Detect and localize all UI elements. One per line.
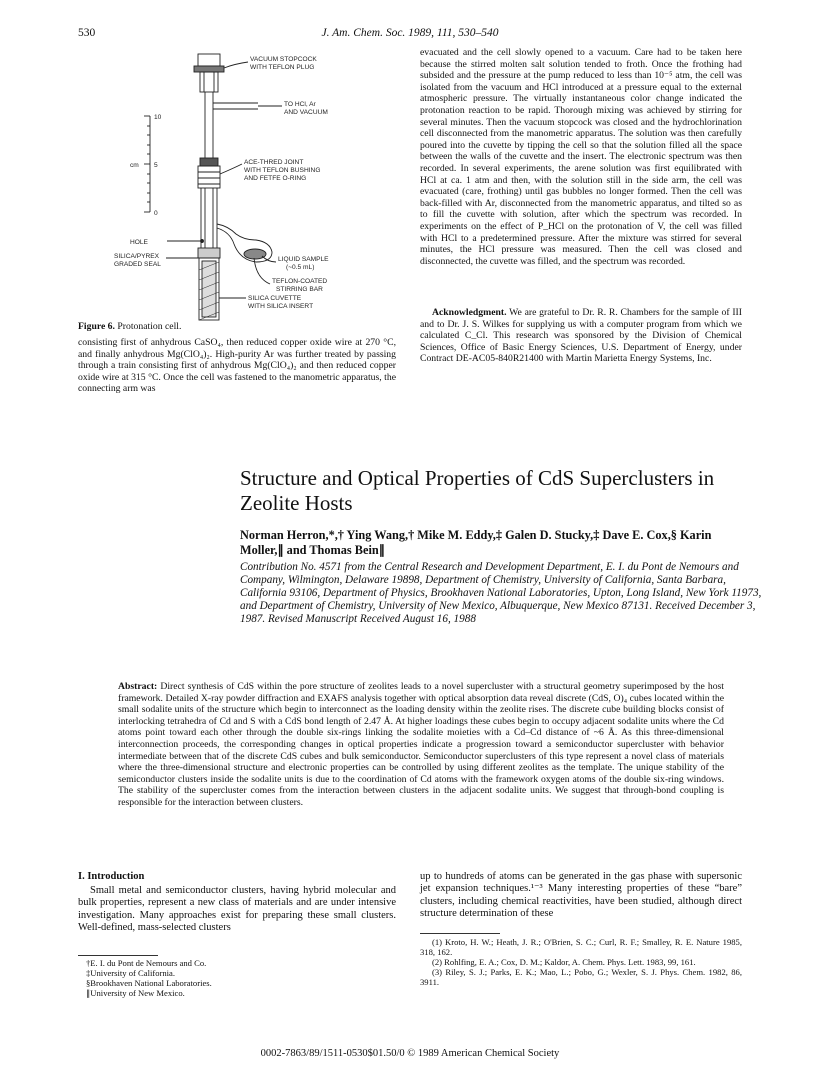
thred-joint bbox=[198, 166, 220, 188]
affiliation-notes bbox=[86, 958, 396, 998]
label-liquid-2: (~0.5 mL) bbox=[286, 264, 315, 271]
label-liquid: LIQUID SAMPLE bbox=[278, 256, 329, 263]
acknowledgment bbox=[420, 307, 742, 365]
reference-item: (2) Rohlfing, E. A.; Cox, D. M.; Kaldor, A. Chem. Phys. Lett. 1983, 99, 161. bbox=[432, 957, 696, 967]
intro-heading: I. Introduction bbox=[78, 871, 145, 882]
abstract-text: Direct synthesis of CdS within the pore structure of zeolites leads to a novel supercluster with a structural geometry superimposed by the host framework. Detailed X-ray powder diffraction and EXAFS analysis together with optical absorption data reveal discrete (CdS, O)₄ cubes located within the small sodalite units of the structure which begin to interconnect as the loading density within the zeolite rises. The discrete cube building blocks consist of interlocking tetrahedra of Cd and S with a CdS bond length of 2.47 Å. At higher loadings these cubes begin to occupy adjacent sodalite units where the Cd atoms point toward each other through the double six-rings linking the sodalite moieties with a Cd–Cd distance of ~6 Å. As this three-dimensional interconnection proceeds, the corresponding changes in optical properties indicate a progression toward a semiconductor supercluster with behavior intermediate between that of the discrete CdS cubes and bulk semiconductor. Semiconductor superclusters of this type represent a novel class of materials where the three-dimensional structure and electronic properties can be controlled by using different zeolites as the template. The unique stability of the semiconductor clusters inside the sodalite units is due to the coordination of Cd atoms with the framework oxygen atoms of the double six-ring windows. The stability of the supercluster comes from the interaction between clusters in the adjacent sodalite units. We suggest that through-bond coupling is responsible for the interaction between clusters. bbox=[118, 681, 724, 808]
intro-left-text: Small metal and semiconductor clusters, having hybrid molecular and bulk properties, represent a new class of materials and are under intensive investigation. Many approaches exist for preparing these small clusters. Well-defined, mass-selected clusters bbox=[78, 885, 396, 934]
article-contribution: Contribution No. 4571 from the Central Research and Development Department, E. I. du Pont de Nemours and Company, Wilmington, Delaware 19898, Department of Chemistry, University of California, Santa Barbara, California 93106, Department of Physics, Brookhaven National Laboratories, Upton, Long Island, New York 11973, and Department of Chemistry, University of New Mexico, Albuquerque, New Mexico 87131. Received December 3, 1987. Revised Manuscript Received August 16, 1988 bbox=[240, 561, 762, 625]
label-stopcock: VACUUM STOPCOCK bbox=[250, 56, 317, 63]
label-joint: ACE-THRED JOINT bbox=[244, 159, 304, 166]
footnote-rule-right bbox=[420, 933, 500, 934]
figure-caption bbox=[78, 321, 181, 332]
label-cuvette-2: WITH SILICA INSERT bbox=[248, 303, 314, 310]
label-seal-2: GRADED SEAL bbox=[114, 261, 161, 268]
label-bar-2: STIRRING BAR bbox=[276, 286, 323, 293]
affiliation-note: ‡University of California. bbox=[86, 968, 176, 978]
label-hcl: TO HCl, Ar bbox=[284, 101, 316, 108]
label-cuvette: SILICA CUVETTE bbox=[248, 295, 302, 302]
article-title: Structure and Optical Properties of CdS Superclusters in Zeolite Hosts bbox=[240, 466, 715, 515]
journal-header: J. Am. Chem. Soc. 1989, 111, 530–540 bbox=[321, 27, 499, 39]
affiliation-note: †E. I. du Pont de Nemours and Co. bbox=[86, 958, 207, 968]
references bbox=[420, 937, 742, 987]
page-number: 530 bbox=[78, 27, 96, 39]
acknowledgment-label: Acknowledgment. bbox=[432, 307, 507, 318]
intro-right-text: up to hundreds of atoms can be generated in the gas phase with supersonic jet expansion techniques.¹⁻³ Many interesting properties of these “bare” clusters, including chemical reactivities, have been studied, although direct structure determination of these bbox=[420, 871, 742, 920]
scale-10: 10 bbox=[154, 114, 162, 121]
label-seal: SILICA/PYREX bbox=[114, 253, 160, 260]
right-column-text: evacuated and the cell slowly opened to a vacuum. Care had to be taken here because the stirred molten salt solution tended to froth. Once the frothing had subsided and the pressure at the pump reduced to less than 10⁻⁵ atm, the cell was isolated from the vacuum and HCl introduced at a pressure equal to the external atmospheric pressure. The virtually instantaneous color change indicated the protonation reaction to be rapid. Thorough mixing was achieved by stirring for several minutes. Then the vacuum stopcock was closed and the hydrochlorination cell disconnected from the manometric apparatus. The solution was then carefully poured into the cuvette by tipping the cell so that the solution filled all the space between the walls of the cuvette and the insert. The electronic spectrum was then recorded. In several experiments, the arene solution was first equilibrated with HCl at ca. 1 atm and then, with the solution still in the side arm, the cell was evacuated (care, frothing) until gas bubbles no longer formed. Then the cell was back-filled with Ar, disconnected from the manometric apparatus, and tilted so as to fill the cuvette with solution, after which the spectrum was recorded. In experiments on the effect of P_HCl on the protonation of V, the cell was filled with HCl to a predetermined pressure. After the mixture was stirred for several minutes, the HCl pressure was measured. Then the cell was closed and disconnected, the cuvette was filled, and the spectrum was recorded. bbox=[420, 47, 742, 267]
label-joint-3: AND FETFE O-RING bbox=[244, 175, 307, 182]
protonation-cell-figure bbox=[114, 48, 420, 324]
reference-item: (3) Riley, S. J.; Parks, E. K.; Mao, L.; Pobo, G.; Wexler, S. J. Phys. Chem. 1982, 86, 3911. bbox=[420, 967, 742, 987]
left-column-text: consisting first of anhydrous CaSO₄, then reduced copper oxide wire at 270 °C, and finally anhydrous Mg(ClO₄)₂. High-purity Ar was further treated by passing through a train consisting first of anhydrous Mg(ClO₄)₂ and then reduced copper oxide wire at 315 °C. Once the cell was fastened to the manometric apparatus, the connecting arm was bbox=[78, 337, 396, 395]
label-hole: HOLE bbox=[130, 239, 148, 246]
reference-item: (1) Kroto, H. W.; Heath, J. R.; O'Brien, S. C.; Curl, R. F.; Smalley, R. E. Nature 1985, 318, 162. bbox=[420, 937, 742, 957]
label-stopcock-2: WITH TEFLON PLUG bbox=[250, 64, 315, 71]
acknowledgment-text: We are grateful to Dr. R. R. Chambers for the sample of III and to Dr. J. S. Wilkes for supplying us with a computer program from which we calculated C_Cl. This research was sponsored by the Division of Chemical Sciences, Office of Basic Energy Sciences, U.S. Department of Energy, under Contract DE-AC05-840R21400 with Martin Marietta Energy Systems, Inc. bbox=[420, 307, 742, 365]
scale-0: 0 bbox=[154, 210, 158, 217]
scale-unit: cm bbox=[130, 162, 139, 169]
stopcock-body bbox=[200, 72, 218, 92]
scale-5: 5 bbox=[154, 162, 158, 169]
abstract-label: Abstract: bbox=[118, 681, 158, 692]
footnote-rule-left bbox=[78, 955, 158, 956]
label-bar: TEFLON-COATED bbox=[272, 278, 328, 285]
figure-caption-text: Protonation cell. bbox=[114, 321, 182, 332]
affiliation-note: §Brookhaven National Laboratories. bbox=[86, 978, 212, 988]
article-authors: Norman Herron,*,† Ying Wang,† Mike M. Eddy,‡ Galen D. Stucky,‡ Dave E. Cox,§ Karin Moller,∥ and Thomas Bein∥ bbox=[240, 528, 712, 557]
label-joint-2: WITH TEFLON BUSHING bbox=[244, 167, 321, 174]
stopcock-knob bbox=[198, 54, 220, 66]
abstract bbox=[118, 681, 724, 809]
figure-caption-label: Figure 6. bbox=[78, 321, 115, 332]
label-hcl-2: AND VACUUM bbox=[284, 109, 328, 116]
affiliation-note: ∥University of New Mexico. bbox=[86, 988, 185, 998]
page-footer: 0002-7863/89/1511-0530$01.50/0 © 1989 American Chemical Society bbox=[260, 1048, 560, 1059]
